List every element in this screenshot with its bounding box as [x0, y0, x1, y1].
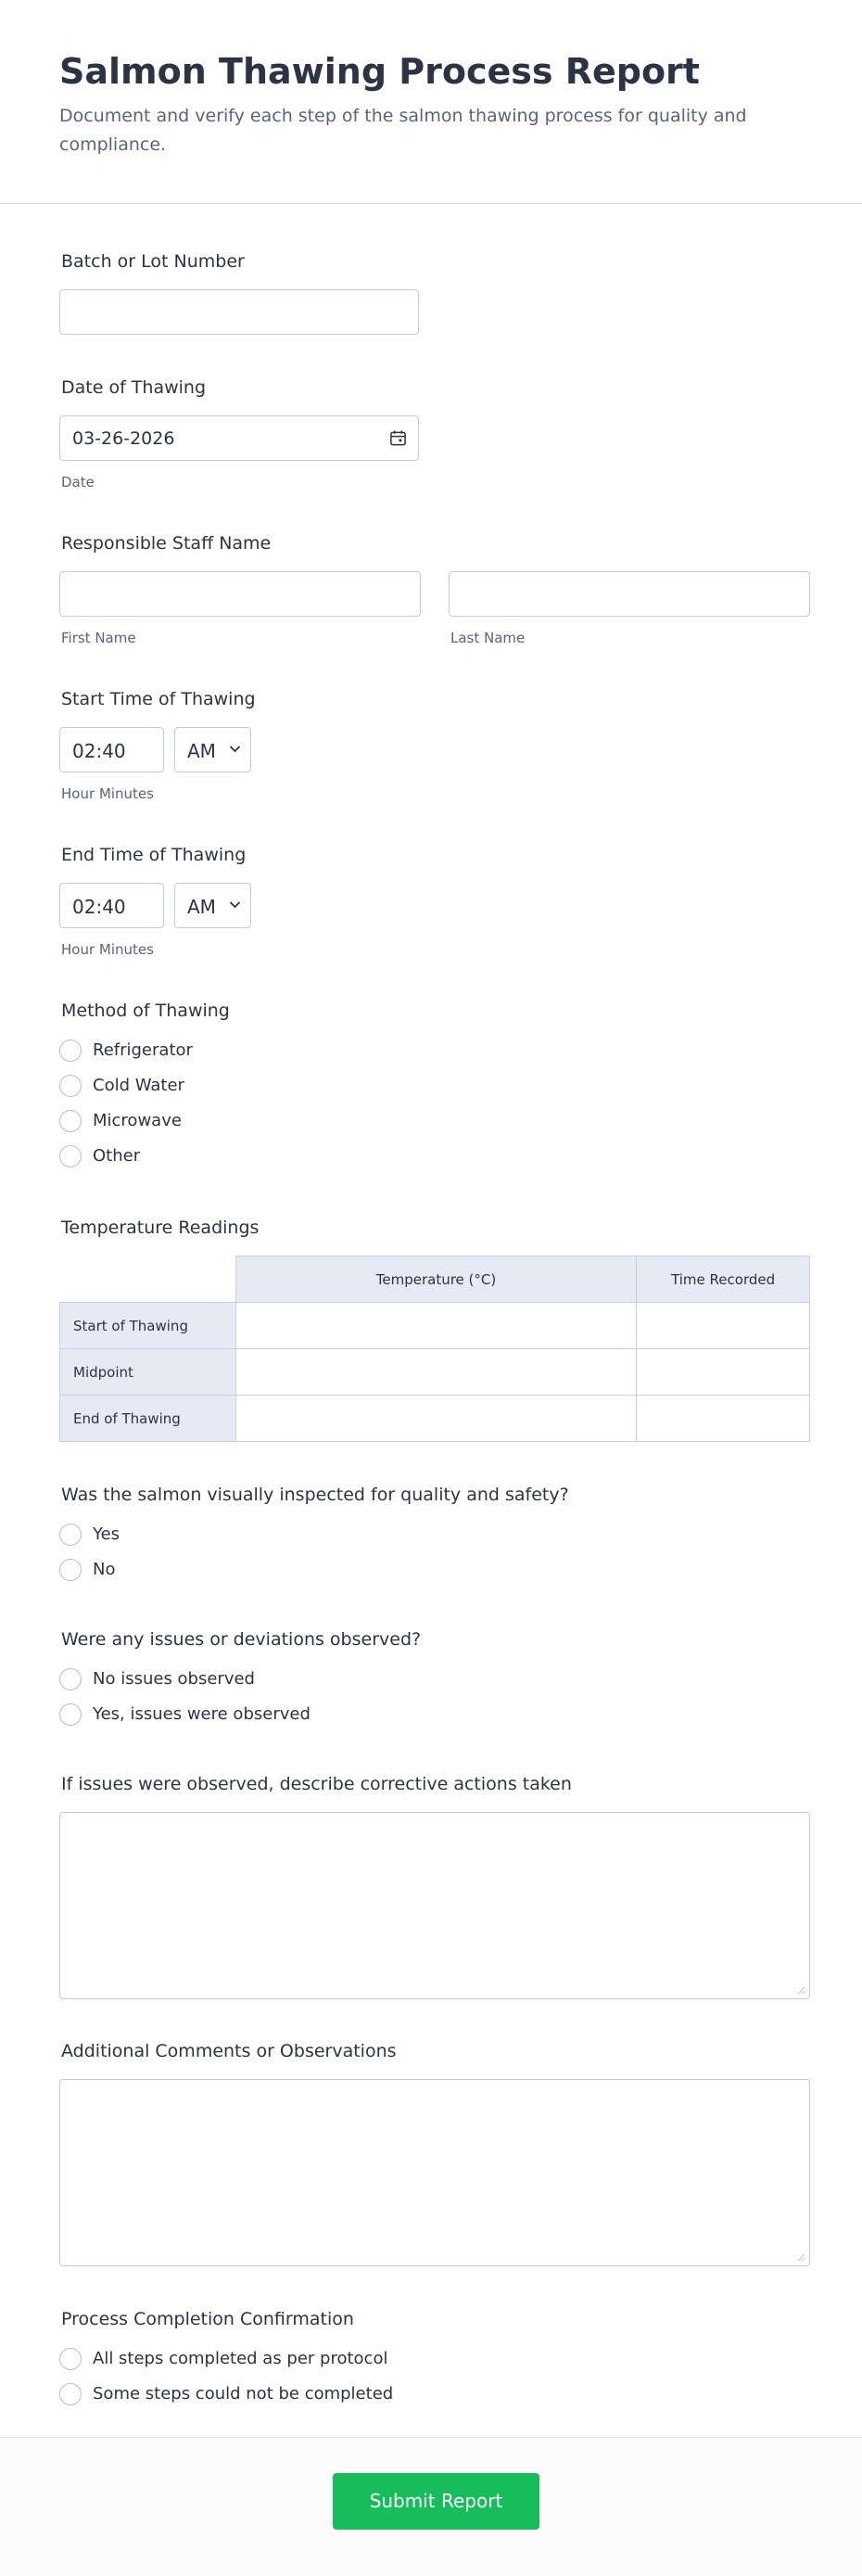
matrix-row-header: End of Thawing — [60, 1396, 236, 1442]
inspection-field — [59, 1484, 810, 1586]
matrix-row-header: Start of Thawing — [60, 1303, 236, 1349]
radio-button[interactable] — [59, 1668, 82, 1690]
radio-button[interactable] — [59, 1110, 82, 1132]
end-time-label: End Time of Thawing — [61, 845, 247, 865]
end-ampm-select[interactable] — [174, 883, 251, 928]
start-ampm-value: AM — [187, 740, 216, 762]
radio-button[interactable] — [59, 1524, 82, 1546]
end-time-sublabel: Hour Minutes — [61, 941, 154, 958]
comments-textarea[interactable] — [59, 2079, 810, 2266]
form-footer — [0, 2437, 862, 2576]
last-name-input[interactable] — [449, 571, 810, 617]
start-ampm-select[interactable] — [174, 727, 251, 772]
first-name-sublabel: First Name — [61, 630, 136, 646]
radio-button[interactable] — [59, 2348, 82, 2370]
radio-button[interactable] — [59, 1039, 82, 1062]
date-field — [59, 376, 810, 497]
temperature-matrix — [59, 1256, 810, 1442]
radio-label: Some steps could not be completed — [93, 2384, 394, 2404]
corrective-field — [59, 1773, 810, 2005]
radio-button[interactable] — [59, 1075, 82, 1097]
staff-label: Responsible Staff Name — [61, 533, 272, 554]
temperature-label: Temperature Readings — [61, 1218, 260, 1238]
matrix-row-header: Midpoint — [60, 1349, 236, 1396]
radio-label: Microwave — [93, 1111, 182, 1130]
batch-field — [59, 250, 810, 339]
time-midpoint-input[interactable] — [637, 1349, 810, 1396]
staff-field — [59, 532, 810, 653]
matrix-column-header: Time Recorded — [637, 1256, 810, 1303]
form-header — [0, 0, 862, 204]
page-title: Salmon Thawing Process Report — [59, 51, 700, 92]
radio-label: Yes, issues were observed — [93, 1704, 311, 1724]
issues-field — [59, 1628, 810, 1730]
radio-label: Cold Water — [93, 1076, 184, 1095]
matrix-column-header: Temperature (°C) — [235, 1256, 636, 1303]
radio-label: Yes — [93, 1524, 120, 1544]
start-time-label: Start Time of Thawing — [61, 689, 256, 709]
last-name-sublabel: Last Name — [450, 630, 526, 646]
temperature-field — [59, 1217, 810, 1448]
comments-field — [59, 2040, 810, 2272]
radio-label: No issues observed — [93, 1669, 255, 1689]
issues-label: Were any issues or deviations observed? — [61, 1629, 422, 1650]
time-start-input[interactable] — [637, 1303, 810, 1349]
completion-label: Process Completion Confirmation — [61, 2309, 354, 2329]
table-row — [60, 1303, 810, 1349]
method-field — [59, 1000, 810, 1176]
submit-report-button[interactable]: Submit Report — [333, 2473, 539, 2530]
radio-button[interactable] — [59, 1559, 82, 1581]
end-ampm-value: AM — [187, 896, 216, 918]
start-time-input[interactable] — [59, 727, 164, 772]
comments-label: Additional Comments or Observations — [61, 2041, 397, 2061]
completion-field — [59, 2308, 810, 2410]
chevron-down-icon — [229, 745, 241, 753]
table-row — [60, 1396, 810, 1442]
end-time-value: 02:40 — [72, 896, 126, 918]
calendar-icon[interactable] — [389, 429, 407, 447]
corrective-textarea[interactable] — [59, 1812, 810, 1999]
date-label: Date of Thawing — [61, 377, 207, 398]
time-end-input[interactable] — [637, 1396, 810, 1442]
first-name-input[interactable] — [59, 571, 421, 617]
table-row — [60, 1349, 810, 1396]
page-subtitle: Document and verify each step of the salmon thawing process for quality and compliance. — [59, 106, 747, 155]
start-time-field — [59, 688, 810, 809]
batch-label: Batch or Lot Number — [61, 251, 245, 272]
method-label: Method of Thawing — [61, 1001, 230, 1021]
radio-label: Other — [93, 1146, 141, 1166]
radio-button[interactable] — [59, 1703, 82, 1726]
radio-label: Refrigerator — [93, 1040, 193, 1060]
resize-grip-icon[interactable] — [796, 2252, 805, 2262]
batch-input[interactable] — [59, 289, 419, 335]
radio-button[interactable] — [59, 1145, 82, 1167]
date-value: 03-26-2026 — [72, 428, 175, 449]
resize-grip-icon[interactable] — [796, 1985, 805, 1995]
temperature-end-input[interactable] — [235, 1396, 636, 1442]
radio-button[interactable] — [59, 2383, 82, 2405]
matrix-corner — [60, 1256, 236, 1303]
matrix-header-row — [60, 1256, 810, 1303]
chevron-down-icon — [229, 900, 241, 909]
date-sublabel: Date — [61, 474, 95, 491]
temperature-midpoint-input[interactable] — [235, 1349, 636, 1396]
end-time-input[interactable] — [59, 883, 164, 928]
end-time-field — [59, 844, 810, 964]
radio-label: All steps completed as per protocol — [93, 2349, 388, 2368]
date-input[interactable] — [59, 415, 419, 461]
start-time-value: 02:40 — [72, 740, 126, 762]
start-time-sublabel: Hour Minutes — [61, 785, 154, 802]
corrective-label: If issues were observed, describe corrective actions taken — [61, 1774, 572, 1794]
radio-label: No — [93, 1560, 116, 1579]
inspection-label: Was the salmon visually inspected for quality and safety? — [61, 1485, 569, 1505]
temperature-start-input[interactable] — [235, 1303, 636, 1349]
